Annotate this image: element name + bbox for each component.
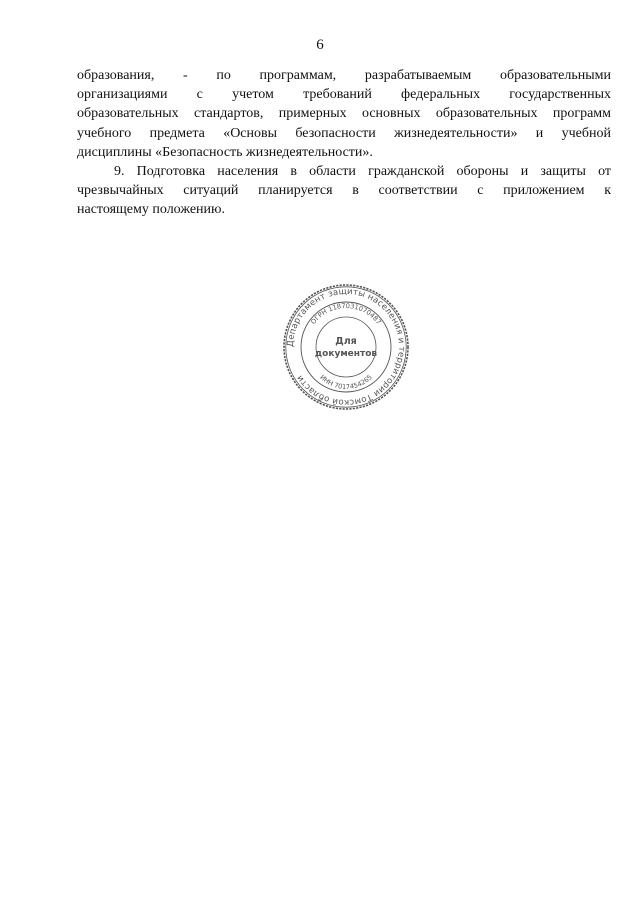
text-line: настоящему положению. (77, 202, 225, 218)
svg-text:ИНН 7017454265 (318, 373, 374, 391)
text-line: дисциплины «Безопасность жизнедеятельности». (77, 144, 373, 160)
document-body (77, 66, 611, 220)
seal-ogrn-text: ОГРН 1187031070487 (309, 301, 383, 326)
text-line: чрезвычайных ситуаций планируется в соответствии с приложением к (77, 183, 611, 199)
seal-outer-text: Департамент защиты населения и территории Томской области (285, 286, 407, 408)
page-number: 6 (316, 37, 324, 53)
text-line: образовательных стандартов, примерных основных образовательных программ (77, 106, 611, 122)
paragraph-item-9 (77, 162, 611, 220)
seal-inner-ring (316, 317, 376, 377)
text-line: образования, - по программам, разрабатываемым образовательными (77, 68, 611, 83)
seal-center-line-2: документов (314, 349, 378, 359)
seal-center-line-1: Для (335, 336, 357, 347)
seal-inn-text: ИНН 7017454265 (318, 373, 374, 392)
paragraph-education-programs (77, 66, 611, 162)
seal-graphic (282, 283, 410, 411)
text-line: учебного предмета «Основы безопасности жизнедеятельности» и учебной (77, 125, 611, 141)
official-seal-stamp (282, 283, 410, 411)
text-line: организациями с учетом требований федеральных государственных (77, 87, 611, 103)
svg-text:ОГРН 1187031070487 (309, 302, 383, 326)
text-line: 9. Подготовка населения в области гражданской обороны и защиты от (114, 164, 611, 180)
